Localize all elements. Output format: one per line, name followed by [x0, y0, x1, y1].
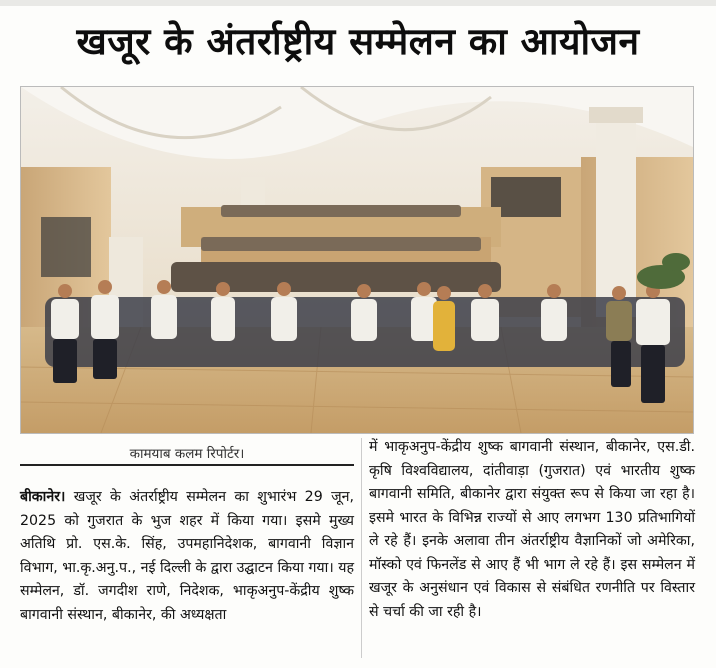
article-column-left — [20, 486, 354, 627]
dateline: बीकानेर। — [20, 489, 66, 505]
byline: कामयाब कलम रिपोर्टर। — [129, 446, 245, 462]
article-text-right: में भाकृअनुप-केंद्रीय शुष्क बागवानी संस्थान, बीकानेर, एस.डी. कृषि विश्वविद्यालय, दांतीवाड़ा (गुजरात) एवं भारतीय शुष्क बागवानी समिति, बीकानेर द्वारा संयुक्त रूप से किया जा रहा है। इसमे भारत के विभिन्न राज्यों से आए लगभग 130 प्रतिभागियों ले रहे हैं। इनके अलावा तीन अंतर्राष्ट्रीय वैज्ञानिकों जो अमेरिका, मॉस्को एवं फिनलेंड से आए हैं भी भाग ले रहे हैं। इस सम्मेलन में खजूर के अनुसंधान एवं विकास से संबंधित रणनीति पर विस्तार से चर्चा की जा रही है। — [369, 439, 695, 620]
byline-divider — [20, 464, 354, 466]
group-photo-image — [21, 87, 693, 433]
article-column-right — [369, 436, 695, 624]
group-photo — [20, 86, 694, 434]
top-margin-strip — [0, 0, 716, 6]
headline: खजूर के अंतर्राष्ट्रीय सम्मेलन का आयोजन — [76, 20, 640, 63]
article-text-left: खजूर के अंतर्राष्ट्रीय सम्मेलन का शुभारंभ 29 जून, 2025 को गुजरात के भुज शहर में किया गया। इसमे मुख्य अतिथि प्रो. एस.के. सिंह, उपमहानिदेशक, बागवानी विज्ञान विभाग, भा.कृ.अनु.प., नई दिल्ली के द्वारा उद्घाटन किया गया। यह सम्मेलन, डॉ. जगदीश राणे, निदेशक, भाकृअनुप-केंद्रीय शुष्क बागवानी संस्थान, बीकानेर, की अध्यक्षता — [20, 489, 354, 623]
column-divider — [361, 438, 362, 658]
